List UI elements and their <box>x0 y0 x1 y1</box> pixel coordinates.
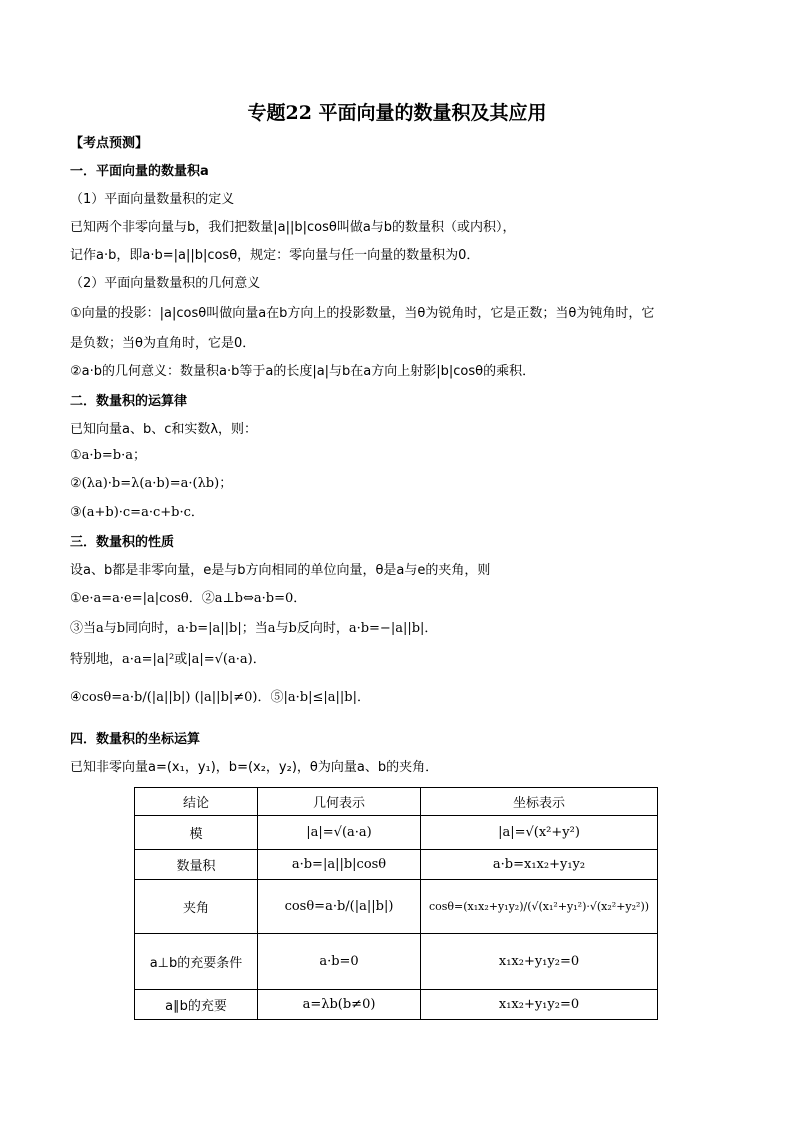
table-cell: cosθ=a·b/(|a||b|) <box>258 880 421 934</box>
paragraph-line: ②a·b的几何意义：数量积a·b等于a的长度|a|与b在a方向上射影|b|cosθ的乘积． <box>70 364 536 379</box>
formula-line: ③(a+b)·c=a·c+b·c． <box>70 505 204 520</box>
table-cell: a·b=0 <box>258 934 421 990</box>
paragraph-line: 设a、b都是非零向量，e是与b方向相同的单位向量，θ是a与e的夹角，则 <box>70 563 491 578</box>
table-row <box>135 880 658 934</box>
formula-line: 特别地，a·a=|a|²或|a|=√(a·a)． <box>70 652 266 667</box>
table-header-row <box>135 788 658 816</box>
table-cell: x₁x₂+y₁y₂=0 <box>421 934 658 990</box>
coordinate-table <box>134 787 658 1020</box>
paragraph-line: 已知非零向量a=(x₁，y₁)，b=(x₂，y₂)，θ为向量a、b的夹角． <box>70 760 439 775</box>
table-cell: a·b=x₁x₂+y₁y₂ <box>421 850 658 880</box>
table-header-cell: 结论 <box>135 788 258 816</box>
page-title: 专题22 平面向量的数量积及其应用 <box>247 102 547 124</box>
paragraph-line: 已知向量a、b、c和实数λ，则： <box>70 422 258 437</box>
paragraph-line: 已知两个非零向量与b，我们把数量|a||b|cosθ叫做a与b的数量积（或内积）， <box>70 220 516 235</box>
formula-line: ④cosθ=a·b/(|a||b|) (|a||b|≠0)．⑤|a·b|≤|a||b|． <box>70 690 370 705</box>
table-header-cell: 坐标表示 <box>421 788 658 816</box>
formula-line: ①e·a=a·e=|a|cosθ．②a⊥b⇔a·b=0． <box>70 591 307 606</box>
paragraph-line: 是负数；当θ为直角时，它是0． <box>70 336 256 351</box>
section-heading-3: 三．数量积的性质 <box>70 535 175 550</box>
table-cell: 数量积 <box>135 850 258 880</box>
formula-line: ①a·b=b·a； <box>70 448 146 463</box>
table-cell: 模 <box>135 816 258 850</box>
section-label-exam-forecast: 【考点预测】 <box>70 136 149 151</box>
table-cell: x₁x₂+y₁y₂=0 <box>421 990 658 1020</box>
paragraph-line: 记作a·b，即a·b=|a||b|cosθ，规定：零向量与任一向量的数量积为0． <box>70 248 480 263</box>
subheading-1-1: （1）平面向量数量积的定义 <box>70 192 235 207</box>
section-heading-4: 四．数量积的坐标运算 <box>70 732 201 747</box>
formula-line: ③当a与b同向时，a·b=|a||b|；当a与b反向时，a·b=−|a||b|． <box>70 621 438 636</box>
table-row <box>135 990 658 1020</box>
section-heading-1: 一．平面向量的数量积a <box>70 164 209 179</box>
table-cell: 夹角 <box>135 880 258 934</box>
table-cell: a⊥b的充要条件 <box>135 934 258 990</box>
table-cell: cosθ=(x₁x₂+y₁y₂)/(√(x₁²+y₁²)·√(x₂²+y₂²)) <box>421 880 658 934</box>
paragraph-line: ①向量的投影：|a|cosθ叫做向量a在b方向上的投影数量，当θ为锐角时，它是正数；当θ为钝角时，它 <box>70 306 655 321</box>
subheading-1-2: （2）平面向量数量积的几何意义 <box>70 276 261 291</box>
table-row <box>135 816 658 850</box>
table-cell: a∥b的充要 <box>135 990 258 1020</box>
section-heading-2: 二．数量积的运算律 <box>70 394 188 409</box>
table-cell: a=λb(b≠0) <box>258 990 421 1020</box>
table-cell: a·b=|a||b|cosθ <box>258 850 421 880</box>
table-row <box>135 850 658 880</box>
table-cell: |a|=√(a·a) <box>258 816 421 850</box>
table-row <box>135 934 658 990</box>
table-cell: |a|=√(x²+y²) <box>421 816 658 850</box>
table-header-cell: 几何表示 <box>258 788 421 816</box>
formula-line: ②(λa)·b=λ(a·b)=a·(λb)； <box>70 476 233 491</box>
